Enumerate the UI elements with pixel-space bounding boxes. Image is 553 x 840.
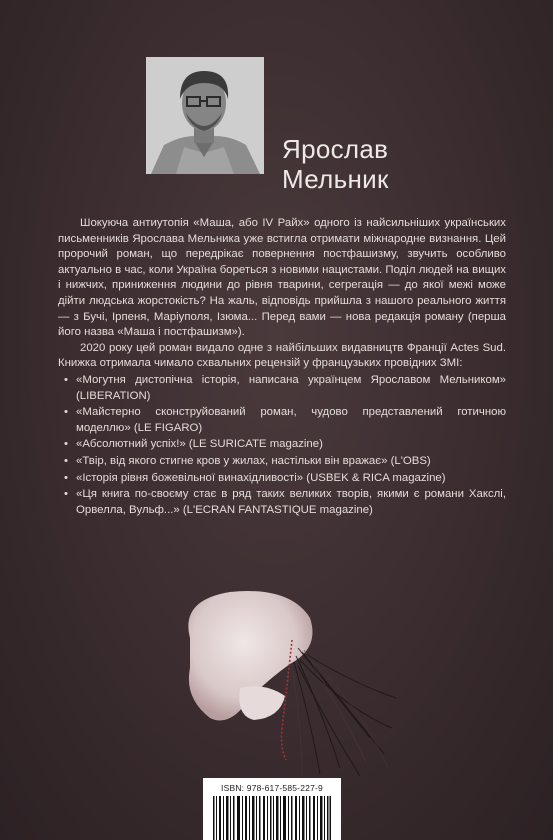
- review-item: [64, 471, 506, 487]
- bullet-icon: •: [64, 438, 68, 451]
- barcode-bars: [213, 796, 331, 840]
- author-portrait-image: [146, 57, 264, 174]
- cover-illustration: [170, 578, 400, 778]
- blurb-paragraph: Шокуюча антиутопія «Маша, або IV Райх» одного із найсильніших українських письменників Ярослава Мельника уже встигла отримати міжнародне визнання. Цей пророчий роман, що передрікає повернення постфашизму, звучить особливо актуально в час, коли Україна бореться з новими нацистами. Поділ людей на вищих і нижчих, приниження людини до рівня тварини, сегрегація — до якої межі може дійти людська жорстокість? На жаль, відповідь прийшла з нашого реального життя — з Бучі, Ірпеня, Маріуполя, Ізюма... Перед вами — нова редакція роману (перша його назва «Маша і постфашизм»).: [58, 217, 506, 339]
- bullet-icon: •: [64, 454, 68, 467]
- bullet-icon: •: [64, 488, 68, 501]
- author-last-name: Мельник: [282, 164, 389, 194]
- review-item: [64, 373, 506, 404]
- bullet-icon: •: [64, 471, 68, 484]
- review-text: «Могутня дистопічна історія, написана українцем Ярославом Мельником» (LIBERATION): [76, 373, 506, 402]
- review-text: «Твір, від якого стигне кров у жилах, настільки він вражає» (L'OBS): [76, 454, 431, 467]
- review-item: [64, 487, 506, 518]
- review-text: «Ця книга по-своєму стає в ряд таких великих творів, якими є романи Хакслі, Орвелла, Вульф...» (L'ECRAN FANTASTIQUE magazine): [76, 488, 506, 516]
- author-first-name: Ярослав: [282, 134, 389, 164]
- author-photo: [146, 57, 264, 174]
- barcode: [203, 778, 341, 840]
- review-text: «Історія рівня божевільної винахідливості» (USBEK & RICA magazine): [76, 471, 446, 484]
- bullet-icon: •: [64, 373, 68, 386]
- book-blurb: [58, 216, 506, 519]
- blurb-paragraph: 2020 року цей роман видало одне з найбільших видавництв Франції Actes Sud. Книжка отримала чимало схвальних рецензій у французьких провідних ЗМІ:: [58, 341, 506, 370]
- bullet-icon: •: [64, 406, 68, 419]
- review-item: [64, 437, 506, 453]
- author-name: [282, 134, 389, 194]
- review-text: «Майстерно сконструйований роман, чудово представлений готичною моделлю» (LE FIGARO): [76, 406, 506, 434]
- review-item: [64, 405, 506, 436]
- review-text: «Абсолютний успіх!» (LE SURICATE magazine): [76, 438, 323, 451]
- isbn-label: ISBN: 978-617-585-227-9: [221, 783, 323, 793]
- review-list: [58, 373, 506, 518]
- review-item: [64, 454, 506, 470]
